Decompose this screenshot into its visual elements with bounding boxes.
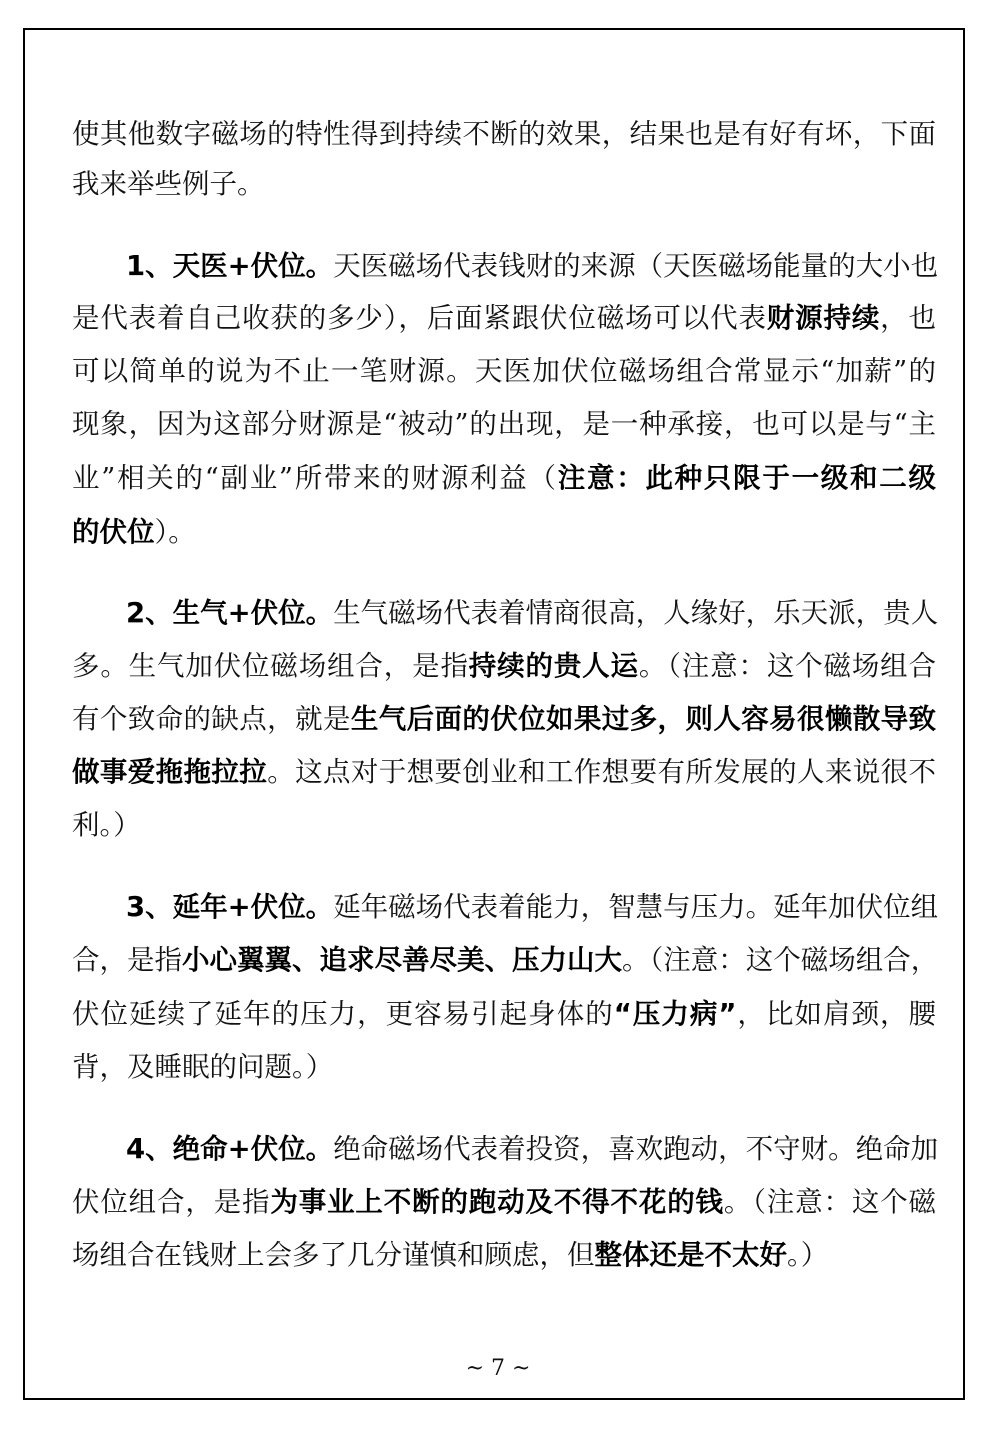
body-text: 。这点对于想要创业和工作想要有所发展的人来说很不 [267,756,937,788]
section-1-line [72,349,936,393]
section-4-line [72,1180,936,1224]
section-1-line [126,244,939,288]
section-3-heading: 3、延年+伏位。 [126,891,334,923]
bold-text: 做事爱拖拖拉拉 [72,756,268,788]
section-3-line [126,885,939,929]
body-text: ，也 [880,302,937,334]
page-number: ~ 7 ~ [465,1356,531,1381]
bold-text: 为事业上不断的跑动及不得不花的钱 [270,1186,724,1218]
bold-text: “压力病” [613,998,737,1030]
body-text: 绝命磁场代表着投资，喜欢跑动，不守财。绝命加 [333,1133,939,1165]
section-1-line [72,456,936,500]
body-text: 伏位延续了延年的压力，更容易引起身体的 [72,998,614,1030]
body-text: 延年磁场代表着能力，智慧与压力。延年加伏位组 [333,891,939,923]
section-3-line [72,992,936,1036]
section-2-line [72,697,936,741]
section-1-heading: 1、天医+伏位。 [126,250,334,282]
intro-line: 我来举些例子。 [72,168,265,200]
body-text: 合，是指 [72,944,182,976]
line-text [333,597,938,629]
body-text: 有个致命的缺点，就是 [72,703,351,735]
body-text: 利。） [72,809,141,841]
bold-text: 持续的贵人运 [468,650,639,682]
section-2-line [126,591,939,635]
section-3-line [72,1045,936,1089]
line-text [333,250,938,282]
bold-text: 小心翼翼、追求尽善尽美、压力山大 [182,944,622,976]
section-3-line [72,938,939,982]
body-text: 现象，因为这部分财源是“被动”的出现，是一种承接，也可以是与“主 [72,408,936,440]
bold-text: 整体还是不太好 [594,1239,787,1271]
section-2-line [72,750,936,794]
section-2-heading: 2、生气+伏位。 [126,597,334,629]
body-text: 。（注意：这个磁场组合 [638,650,937,682]
bold-text: 的伏位 [72,516,155,548]
bold-text: 财源持续 [766,302,881,334]
body-text: 。（注意：这个磁场组合， [622,944,939,976]
body-text: 。） [787,1239,829,1271]
body-text: ）。 [154,516,196,548]
body-text: 。（注意：这个磁 [723,1186,937,1218]
body-text: 背，及睡眠的问题。） [72,1051,334,1083]
body-text: 多。生气加伏位磁场组合，是指 [72,650,469,682]
section-2-line [72,644,936,688]
section-4-line [72,1233,936,1277]
bold-text: 注意：此种只限于一级和二级 [557,462,936,494]
section-1-line [72,296,936,340]
section-4-line [126,1127,939,1171]
section-4-heading: 4、绝命+伏位。 [126,1133,334,1165]
body-text: 伏位组合，是指 [72,1186,271,1218]
section-2-line [72,803,936,847]
body-text: 生气磁场代表着情商很高，人缘好，乐天派，贵人 [333,597,939,629]
section-1-line [72,402,936,446]
intro-line: 使其他数字磁场的特性得到持续不断的效果，结果也是有好有坏，下面 [72,118,936,150]
body-text: 是代表着自己收获的多少），后面紧跟伏位磁场可以代表 [72,302,767,334]
body-text: ，比如肩颈，腰 [736,998,937,1030]
line-text [333,1133,938,1165]
body-text: 可以简单的说为不止一笔财源。天医加伏位磁场组合常显示“加薪”的 [72,355,936,387]
body-text: 业”相关的“副业”所带来的财源利益（ [72,462,558,494]
body-text: 天医磁场代表钱财的来源（天医磁场能量的大小也 [333,250,939,282]
section-1-line [72,510,936,554]
body-text: 场组合在钱财上会多了几分谨慎和顾虑，但 [72,1239,595,1271]
line-text [333,891,938,923]
bold-text: 生气后面的伏位如果过多，则人容易很懒散导致 [350,703,937,735]
